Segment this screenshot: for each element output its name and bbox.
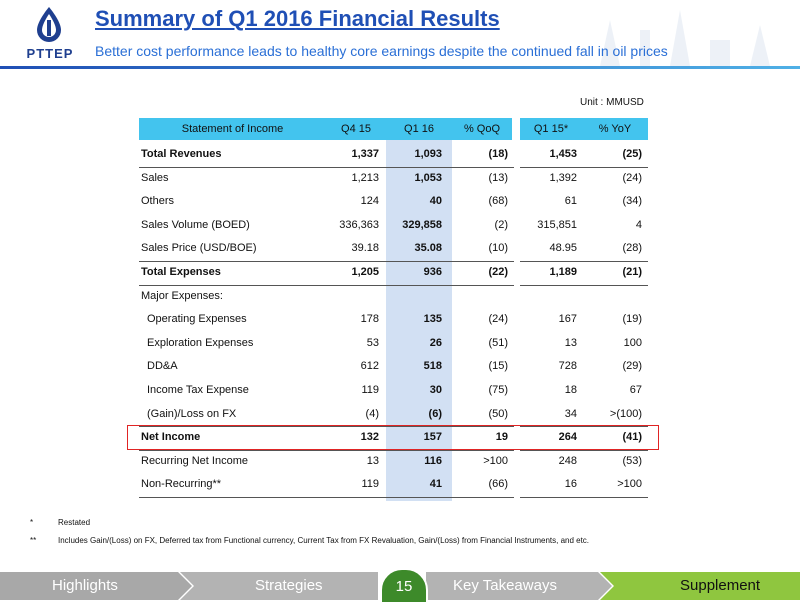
row-label: (Gain)/Loss on FX — [147, 407, 237, 420]
cell-q1-15: 167 — [558, 313, 577, 326]
cell-q1-15: 264 — [558, 431, 577, 444]
table-row — [139, 450, 649, 473]
cell-yoy: 4 — [635, 218, 642, 231]
row-label: Sales — [141, 171, 169, 184]
cell-q4-15 — [326, 285, 379, 308]
cell-q4-15: 124 — [360, 195, 379, 208]
cell-q4-15: 119 — [361, 384, 379, 396]
cell-yoy: (24) — [622, 171, 642, 184]
cell-q1-15: 16 — [564, 478, 577, 491]
row-label: Recurring Net Income — [141, 454, 248, 467]
cell-q4-15: 1,337 — [351, 148, 379, 160]
cell-qoq: (10) — [488, 242, 508, 255]
col-header-q4-15: Q4 15 — [326, 118, 386, 140]
cell-q1-16: 41 — [429, 478, 442, 491]
page-title: Summary of Q1 2016 Financial Results — [95, 6, 500, 31]
table-row — [139, 143, 649, 166]
logo-drop-icon — [34, 6, 64, 44]
col-header-q1-16: Q1 16 — [386, 118, 452, 140]
cell-q1-15: 48.95 — [549, 242, 577, 255]
cell-q1-16: 157 — [423, 431, 442, 444]
cell-q1-16: 518 — [423, 360, 442, 373]
cell-yoy — [582, 285, 642, 308]
nav-supplement[interactable]: Supplement — [680, 577, 761, 594]
cell-yoy: (25) — [622, 148, 642, 160]
cell-q4-15: 178 — [360, 313, 379, 326]
cell-yoy: (34) — [622, 195, 642, 208]
page-number: 15 — [380, 568, 428, 604]
row-label: Net Income — [141, 431, 201, 444]
row-label: Total Revenues — [141, 148, 222, 160]
header-divider — [0, 66, 800, 69]
cell-q4-15: 1,205 — [351, 266, 379, 278]
cell-q1-15: 315,851 — [537, 218, 577, 231]
table-row — [139, 261, 649, 284]
cell-q1-16: (6) — [428, 407, 442, 420]
cell-yoy: (41) — [622, 431, 642, 444]
row-label: Major Expenses: — [141, 289, 223, 302]
table-row — [139, 285, 649, 308]
cell-qoq: (68) — [488, 195, 508, 208]
cell-qoq: (24) — [488, 313, 508, 326]
table-row — [139, 403, 649, 426]
table-row — [139, 473, 649, 496]
cell-q1-16: 40 — [429, 195, 442, 208]
table-row — [139, 214, 649, 237]
cell-qoq: 19 — [495, 431, 508, 444]
cell-qoq: (75) — [488, 384, 508, 396]
footnote-text: Restated — [58, 518, 91, 527]
row-divider — [520, 497, 648, 498]
footnote-non-recurring — [30, 536, 589, 545]
cell-qoq: (66) — [488, 478, 508, 491]
col-header-yoy: % YoY — [582, 118, 648, 140]
cell-q1-16: 35.08 — [414, 242, 442, 255]
cell-q1-15: 728 — [558, 360, 577, 373]
cell-q1-16: 30 — [429, 384, 442, 396]
col-header-q1-15: Q1 15* — [520, 118, 582, 140]
cell-q1-15 — [520, 285, 577, 308]
cell-qoq: (2) — [494, 218, 508, 231]
cell-q1-15: 1,189 — [549, 266, 577, 278]
cell-q4-15: (4) — [365, 407, 379, 420]
cell-q1-16 — [386, 285, 442, 308]
row-label: DD&A — [147, 360, 178, 373]
table-row — [139, 237, 649, 260]
net-income-highlight-box — [127, 425, 659, 450]
cell-qoq: (13) — [488, 171, 508, 184]
table-row — [139, 332, 649, 355]
cell-q4-15: 1,213 — [351, 171, 379, 184]
cell-qoq: >100 — [483, 454, 508, 467]
footnote-text: Includes Gain/(Loss) on FX, Deferred tax from Functional currency, Current Tax from FX Revaluation, Gain/(Loss) from Financial Instruments, and etc. — [58, 536, 590, 545]
cell-q1-16: 26 — [429, 336, 442, 349]
page-subtitle: Better cost performance leads to healthy core earnings despite the continued fall in oil prices — [95, 43, 668, 59]
cell-q4-15: 132 — [360, 431, 379, 444]
cell-yoy: (53) — [622, 454, 642, 467]
cell-yoy: (29) — [622, 360, 642, 373]
row-label: Income Tax Expense — [147, 384, 249, 396]
table-row — [139, 190, 649, 213]
cell-q1-15: 61 — [564, 195, 577, 208]
row-label: Total Expenses — [141, 266, 221, 278]
row-label: Others — [141, 195, 175, 208]
cell-q1-15: 13 — [564, 336, 577, 349]
cell-yoy: 67 — [629, 384, 642, 396]
cell-qoq — [452, 285, 508, 308]
cell-yoy: (28) — [622, 242, 642, 255]
col-header-qoq: % QoQ — [452, 118, 512, 140]
table-row — [139, 308, 649, 331]
cell-q1-15: 1,392 — [549, 171, 577, 184]
cell-q1-16: 1,093 — [414, 148, 442, 160]
footnote-restated — [30, 518, 90, 527]
cell-q4-15: 612 — [360, 360, 379, 373]
cell-yoy: >(100) — [609, 407, 642, 420]
row-label: Non-Recurring** — [141, 478, 222, 491]
cell-q1-15: 248 — [558, 454, 577, 467]
cell-q1-15: 34 — [564, 407, 577, 420]
cell-q1-16: 1,053 — [414, 171, 442, 184]
nav-key-takeaways[interactable]: Key Takeaways — [453, 577, 557, 594]
cell-yoy: (19) — [622, 313, 642, 326]
table-row — [139, 167, 649, 190]
logo-text: PTTEP — [26, 46, 74, 61]
cell-yoy: 100 — [623, 336, 642, 349]
cell-qoq: (51) — [488, 336, 508, 349]
pttep-logo — [10, 6, 88, 64]
cell-qoq: (18) — [488, 148, 508, 160]
cell-qoq: (15) — [488, 360, 508, 373]
row-label: Sales Price (USD/BOE) — [141, 242, 257, 255]
row-label: Sales Volume (BOED) — [141, 218, 250, 231]
nav-strategies[interactable]: Strategies — [255, 577, 323, 594]
cell-yoy: >100 — [617, 478, 642, 491]
unit-label: Unit : MMUSD — [580, 97, 644, 108]
row-label: Exploration Expenses — [147, 336, 254, 349]
table-row — [139, 355, 649, 378]
cell-q1-16: 135 — [423, 313, 442, 326]
cell-q1-15: 1,453 — [549, 148, 577, 160]
col-header-statement: Statement of Income — [139, 118, 326, 140]
cell-q4-15: 39.18 — [351, 242, 379, 255]
cell-qoq: (50) — [488, 407, 508, 420]
footnote-mark: * — [30, 518, 34, 527]
footnote-mark: ** — [30, 536, 37, 545]
cell-q4-15: 119 — [361, 478, 379, 491]
cell-q1-16: 936 — [423, 266, 442, 278]
cell-qoq: (22) — [488, 266, 508, 278]
row-label: Operating Expenses — [147, 313, 247, 326]
cell-q1-16: 116 — [424, 454, 442, 467]
nav-highlights[interactable]: Highlights — [52, 577, 118, 594]
cell-yoy: (21) — [622, 266, 642, 278]
row-divider — [139, 497, 514, 498]
cell-q4-15: 336,363 — [339, 218, 379, 231]
table-row — [139, 379, 649, 402]
cell-q1-16: 329,858 — [402, 218, 442, 231]
cell-q4-15: 53 — [366, 336, 379, 349]
cell-q1-15: 18 — [564, 384, 577, 396]
cell-q4-15: 13 — [366, 454, 379, 467]
